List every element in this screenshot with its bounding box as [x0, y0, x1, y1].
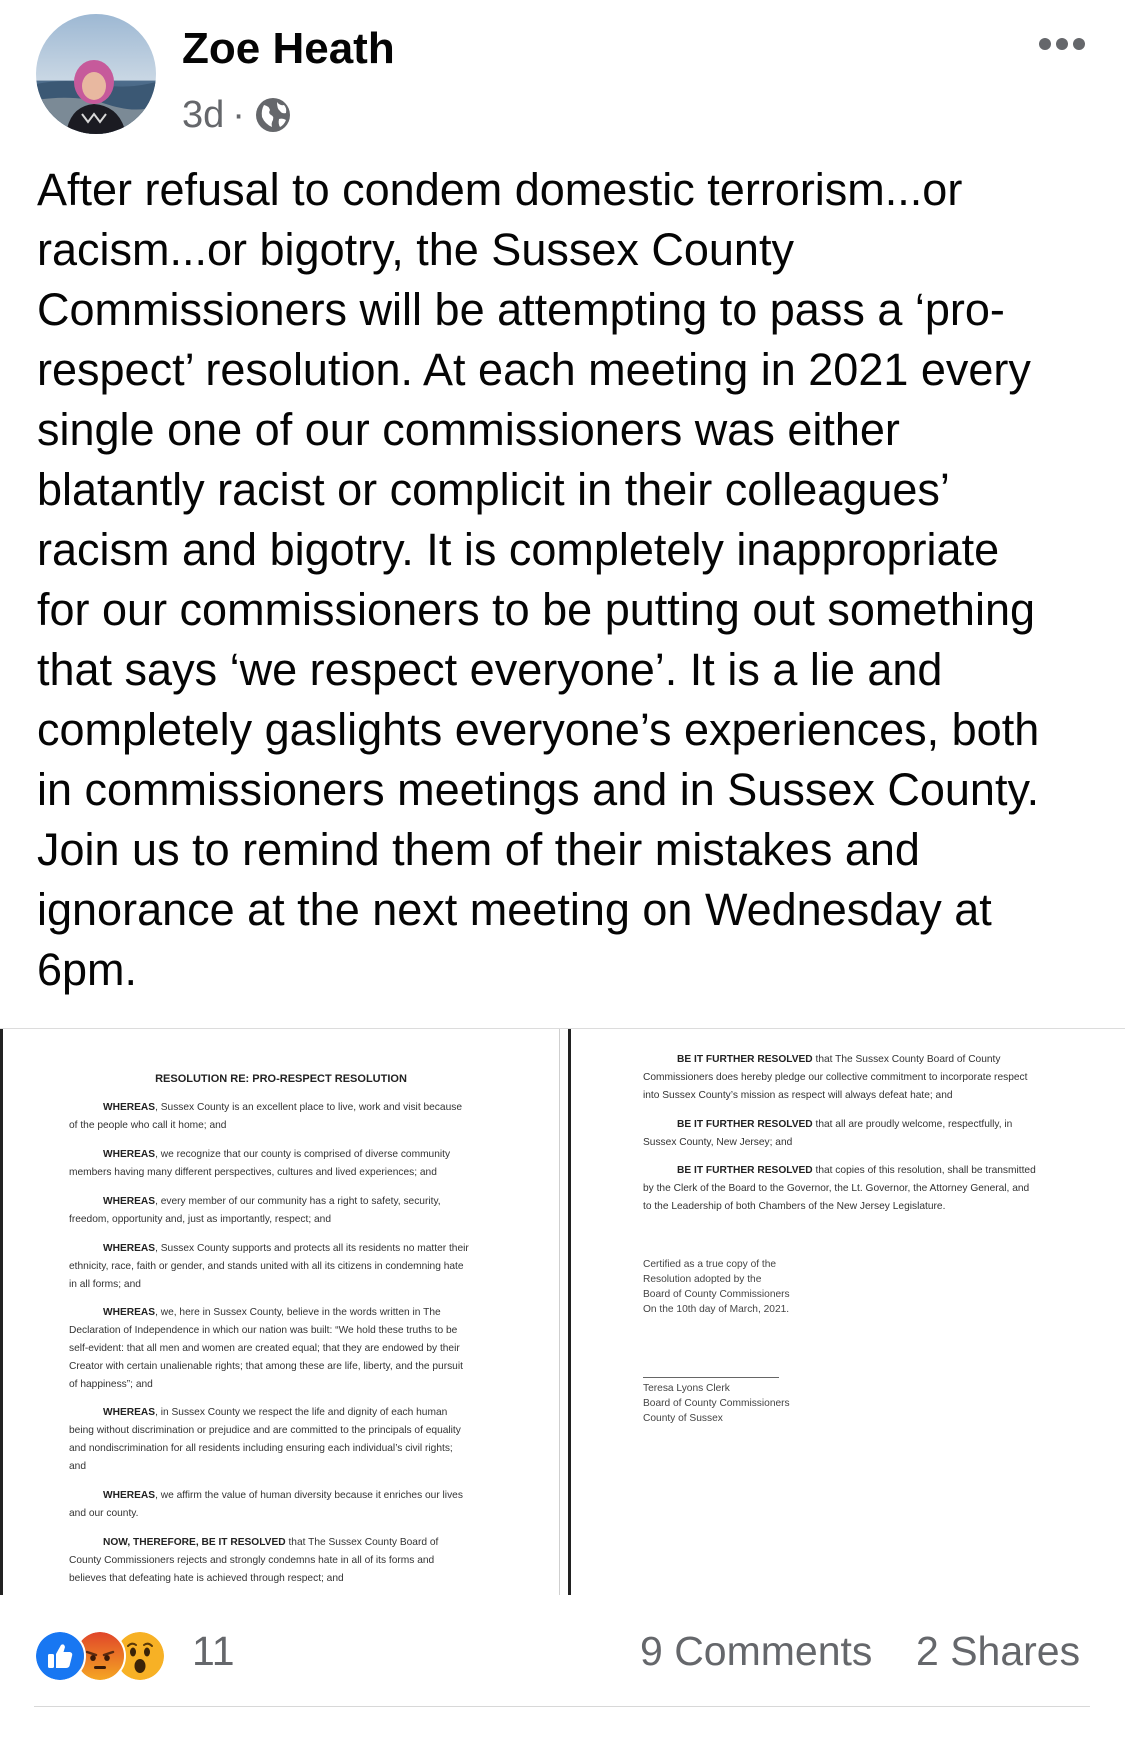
more-horizontal-icon — [1038, 37, 1086, 51]
paragraph-text: being without discrimination or prejudice and are committed to the principals of equality — [69, 1425, 461, 1436]
post-text-line: in commissioners meetings and in Sussex County. — [37, 764, 1040, 815]
signature-line-text: Teresa Lyons Clerk — [643, 1383, 730, 1394]
paragraph-text: self-evident: that all men and women are created equal; that they are endowed by their — [69, 1343, 460, 1354]
paragraph-text: into Sussex County’s mission as respect will always defeat hate; and — [643, 1090, 953, 1101]
paragraph-text: County Commissioners rejects and strongly condemns hate in all of its forms and — [69, 1555, 435, 1566]
avatar[interactable] — [36, 14, 156, 134]
signature-line-text: Board of County Commissioners — [643, 1398, 790, 1409]
paragraph-text: , every member of our community has a right to safety, security, — [155, 1196, 441, 1207]
paragraph-lead: NOW, THEREFORE, BE IT RESOLVED — [103, 1537, 286, 1548]
paragraph-lead: WHEREAS — [103, 1149, 156, 1160]
post-text-line: 6pm. — [37, 944, 138, 995]
paragraph-text: of the people who call it home; and — [69, 1120, 227, 1131]
paragraph-text: to the Leadership of both Chambers of the New Jersey Legislature. — [643, 1201, 946, 1212]
paragraph-text: , we recognize that our county is comprised of diverse community — [155, 1149, 451, 1160]
paragraph-text: and — [69, 1461, 86, 1472]
paragraph-lead: WHEREAS — [103, 1196, 156, 1207]
paragraph-text: Sussex County, New Jersey; and — [643, 1137, 793, 1148]
resolution-paragraph — [69, 1193, 519, 1229]
resolution-paragraph — [69, 1240, 519, 1294]
globe-icon[interactable] — [255, 97, 291, 133]
paragraph-text: members having many different perspectives, cultures and lived experiences; and — [69, 1167, 437, 1178]
paragraph-lead: WHEREAS — [103, 1243, 156, 1254]
resolution-paragraph — [69, 1146, 519, 1182]
post-text-line: blatantly racist or complicit in their colleagues’ — [37, 464, 950, 515]
resolution-paragraph — [643, 1116, 1083, 1152]
paragraph-text: that The Sussex County Board of — [285, 1537, 439, 1548]
signature-line-text: County of Sussex — [643, 1413, 723, 1424]
paragraph-text: , in Sussex County we respect the life and dignity of each human — [155, 1407, 448, 1418]
more-options-button[interactable] — [1030, 26, 1094, 62]
paragraph-text: believes that defeating hate is achieved through respect; and — [69, 1573, 344, 1584]
paragraph-text: that copies of this resolution, shall be transmitted — [812, 1165, 1036, 1176]
paragraph-lead: WHEREAS — [103, 1490, 156, 1501]
post-text-line: single one of our commissioners was either — [37, 404, 900, 455]
certification-line: Board of County Commissioners — [643, 1289, 790, 1300]
paragraph-text: freedom, opportunity and, just as importantly, respect; and — [69, 1214, 331, 1225]
certification-line: On the 10th day of March, 2021. — [643, 1304, 790, 1315]
paragraph-text: Creator with certain unalienable rights; that among these are life, liberty, and the pursuit — [69, 1361, 463, 1372]
resolution-paragraph — [69, 1534, 519, 1588]
post-text-line: for our commissioners to be putting out something — [37, 584, 1035, 635]
post-header — [0, 0, 1125, 150]
paragraph-text: and our county. — [69, 1508, 139, 1519]
paragraph-text: , Sussex County supports and protects all its residents no matter their — [155, 1243, 469, 1254]
paragraph-text: , we affirm the value of human diversity because it enriches our lives — [155, 1490, 463, 1501]
resolution-paragraph — [69, 1304, 519, 1394]
resolution-title: RESOLUTION RE: PRO-RESPECT RESOLUTION — [155, 1073, 407, 1085]
resolution-paragraph — [643, 1051, 1083, 1105]
post-text — [37, 160, 1117, 1000]
engagement-bar — [0, 1606, 1125, 1696]
paragraph-lead: WHEREAS — [103, 1307, 156, 1318]
post-text-line: After refusal to condem domestic terrorism...or — [37, 164, 963, 215]
shares-link[interactable]: 2 Shares — [916, 1628, 1081, 1674]
certification-line: Resolution adopted by the — [643, 1274, 762, 1285]
post-text-line: racism...or bigotry, the Sussex County — [37, 224, 794, 275]
paragraph-text: ethnicity, race, faith or gender, and stands united with all its citizens in condemning hate — [69, 1261, 464, 1272]
certification-line: Certified as a true copy of the — [643, 1259, 777, 1270]
resolution-paragraph — [69, 1404, 519, 1476]
divider — [34, 1706, 1090, 1707]
reaction-count[interactable]: 11 — [192, 1628, 235, 1674]
post-text-line: racism and bigotry. It is completely inappropriate — [37, 524, 1000, 575]
paragraph-lead: WHEREAS — [103, 1102, 156, 1113]
resolution-paragraph — [69, 1099, 519, 1135]
author-name[interactable]: Zoe Heath — [182, 24, 395, 73]
paragraph-lead: BE IT FURTHER RESOLVED — [677, 1165, 813, 1176]
post-text-line: Commissioners will be attempting to pass a ‘pro- — [37, 284, 1005, 335]
photo-attachment[interactable] — [0, 1028, 1125, 1595]
meta-separator: · — [232, 93, 245, 136]
like-icon — [34, 1630, 86, 1682]
post-text-line: ignorance at the next meeting on Wednesday at — [37, 884, 992, 935]
paragraph-text: by the Clerk of the Board to the Governor, the Lt. Governor, the Attorney General, and — [643, 1183, 1030, 1194]
post-text-line: that says ‘we respect everyone’. It is a lie and — [37, 644, 943, 695]
paragraph-text: , we, here in Sussex County, believe in the words written in The — [155, 1307, 441, 1318]
reaction-summary[interactable] — [34, 1630, 184, 1680]
paragraph-text: , Sussex County is an excellent place to live, work and visit because — [155, 1102, 462, 1113]
resolution-page-1[interactable] — [0, 1029, 560, 1595]
signature-block — [643, 1381, 790, 1426]
paragraph-text: that all are proudly welcome, respectfully, in — [812, 1119, 1013, 1130]
resolution-page-2[interactable] — [568, 1029, 1125, 1595]
paragraph-text: and nondiscrimination for all residents including ensuring each individual’s civil rights; — [69, 1443, 453, 1454]
paragraph-text: in all forms; and — [69, 1279, 141, 1290]
certification-block — [643, 1257, 790, 1317]
post-text-line: Join us to remind them of their mistakes and — [37, 824, 920, 875]
paragraph-lead: BE IT FURTHER RESOLVED — [677, 1119, 813, 1130]
paragraph-text: that The Sussex County Board of County — [812, 1054, 1001, 1065]
signature-line — [643, 1377, 779, 1378]
resolution-paragraph — [69, 1487, 519, 1523]
post-text-line: completely gaslights everyone’s experiences, both — [37, 704, 1040, 755]
paragraph-lead: WHEREAS — [103, 1407, 156, 1418]
paragraph-text: of happiness”; and — [69, 1379, 153, 1390]
avatar-photo — [36, 14, 156, 134]
comments-link[interactable]: 9 Comments — [640, 1628, 873, 1674]
post-meta — [182, 90, 291, 140]
paragraph-text: Declaration of Independence in which our nation was built: “We hold these truths to be — [69, 1325, 458, 1336]
resolution-paragraph — [643, 1162, 1083, 1216]
post-time[interactable]: 3d — [182, 93, 225, 136]
paragraph-lead: BE IT FURTHER RESOLVED — [677, 1054, 813, 1065]
post-text-line: respect’ resolution. At each meeting in 2021 every — [37, 344, 1031, 395]
paragraph-text: Commissioners does hereby pledge our collective commitment to incorporate respect — [643, 1072, 1028, 1083]
